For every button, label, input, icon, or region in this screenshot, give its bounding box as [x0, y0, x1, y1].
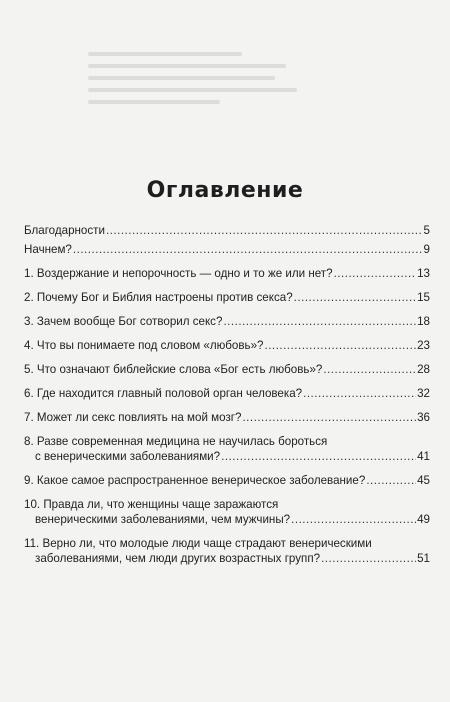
leader-dots — [323, 362, 416, 377]
toc-entry-title: 6. Где находится главный половой орган человека? — [24, 387, 303, 400]
toc-entry-title: 1. Воздержание и непорочность — одно и то же или нет? — [24, 267, 333, 280]
toc-entry-page: 15 — [417, 291, 430, 304]
toc-entry-acknowledgements[interactable] — [24, 223, 430, 238]
page-title: Оглавление — [146, 178, 304, 203]
toc-entry-page: 51 — [417, 552, 430, 565]
toc-entry-intro[interactable] — [24, 242, 430, 257]
leader-dots — [223, 314, 416, 329]
leader-dots — [303, 386, 416, 401]
toc-entry-page: 23 — [417, 339, 430, 352]
toc-entry-title: 2. Почему Бог и Библия настроены против секса? — [24, 291, 293, 304]
bleed-through-text — [88, 52, 308, 112]
toc-entry-page: 32 — [417, 387, 430, 400]
toc-entry-6[interactable] — [24, 386, 430, 401]
leader-dots — [321, 551, 416, 566]
toc-entry-page: 28 — [417, 363, 430, 376]
toc-entry-title: 9. Какое самое распространенное венерическое заболевание? — [24, 474, 366, 487]
toc-entry-page: 49 — [417, 513, 430, 526]
leader-dots — [221, 449, 416, 464]
toc-entry-7[interactable] — [24, 410, 430, 425]
toc-entry-title: 7. Может ли секс повлиять на мой мозг? — [24, 411, 242, 424]
leader-dots — [294, 290, 416, 305]
toc-entry-page: 45 — [417, 474, 430, 487]
toc-entry-title-line: 8. Разве современная медицина не научилась бороться — [24, 435, 328, 448]
leader-dots — [334, 266, 417, 281]
toc-entry-11[interactable] — [24, 536, 430, 566]
toc-entry-title-line: венерическими заболеваниями, чем мужчины? — [35, 513, 291, 526]
toc-entry-5[interactable] — [24, 362, 430, 377]
toc-entry-title: 5. Что означают библейские слова «Бог есть любовь»? — [24, 363, 323, 376]
leader-dots — [106, 223, 423, 238]
toc-entry-10[interactable] — [24, 497, 430, 527]
toc-entry-page: 41 — [417, 450, 430, 463]
leader-dots — [291, 512, 416, 527]
toc-entry-title: Начнем? — [24, 243, 72, 256]
table-of-contents — [24, 223, 430, 575]
toc-entry-title: Благодарности — [24, 224, 105, 237]
leader-dots — [73, 242, 423, 257]
toc-entry-page: 9 — [423, 243, 430, 256]
toc-entry-1[interactable] — [24, 266, 430, 281]
toc-entry-3[interactable] — [24, 314, 430, 329]
toc-entry-page: 13 — [417, 267, 430, 280]
toc-entry-page: 36 — [417, 411, 430, 424]
toc-entry-title-line: с венерическими заболеваниями? — [35, 450, 221, 463]
toc-entry-title-line: заболеваниями, чем люди других возрастных групп? — [35, 552, 321, 565]
leader-dots — [264, 338, 416, 353]
leader-dots — [366, 473, 416, 488]
toc-entry-4[interactable] — [24, 338, 430, 353]
toc-entry-9[interactable] — [24, 473, 430, 488]
toc-entry-2[interactable] — [24, 290, 430, 305]
toc-entry-title: 3. Зачем вообще Бог сотворил секс? — [24, 315, 223, 328]
toc-entry-page: 5 — [423, 224, 430, 237]
toc-entry-title-line: 11. Верно ли, что молодые люди чаще страдают венерическими — [24, 537, 372, 550]
toc-entry-title-line: 10. Правда ли, что женщины чаще заражаются — [24, 498, 279, 511]
toc-entry-8[interactable] — [24, 434, 430, 464]
toc-entry-page: 18 — [417, 315, 430, 328]
leader-dots — [242, 410, 416, 425]
toc-entry-title: 4. Что вы понимаете под словом «любовь»? — [24, 339, 264, 352]
